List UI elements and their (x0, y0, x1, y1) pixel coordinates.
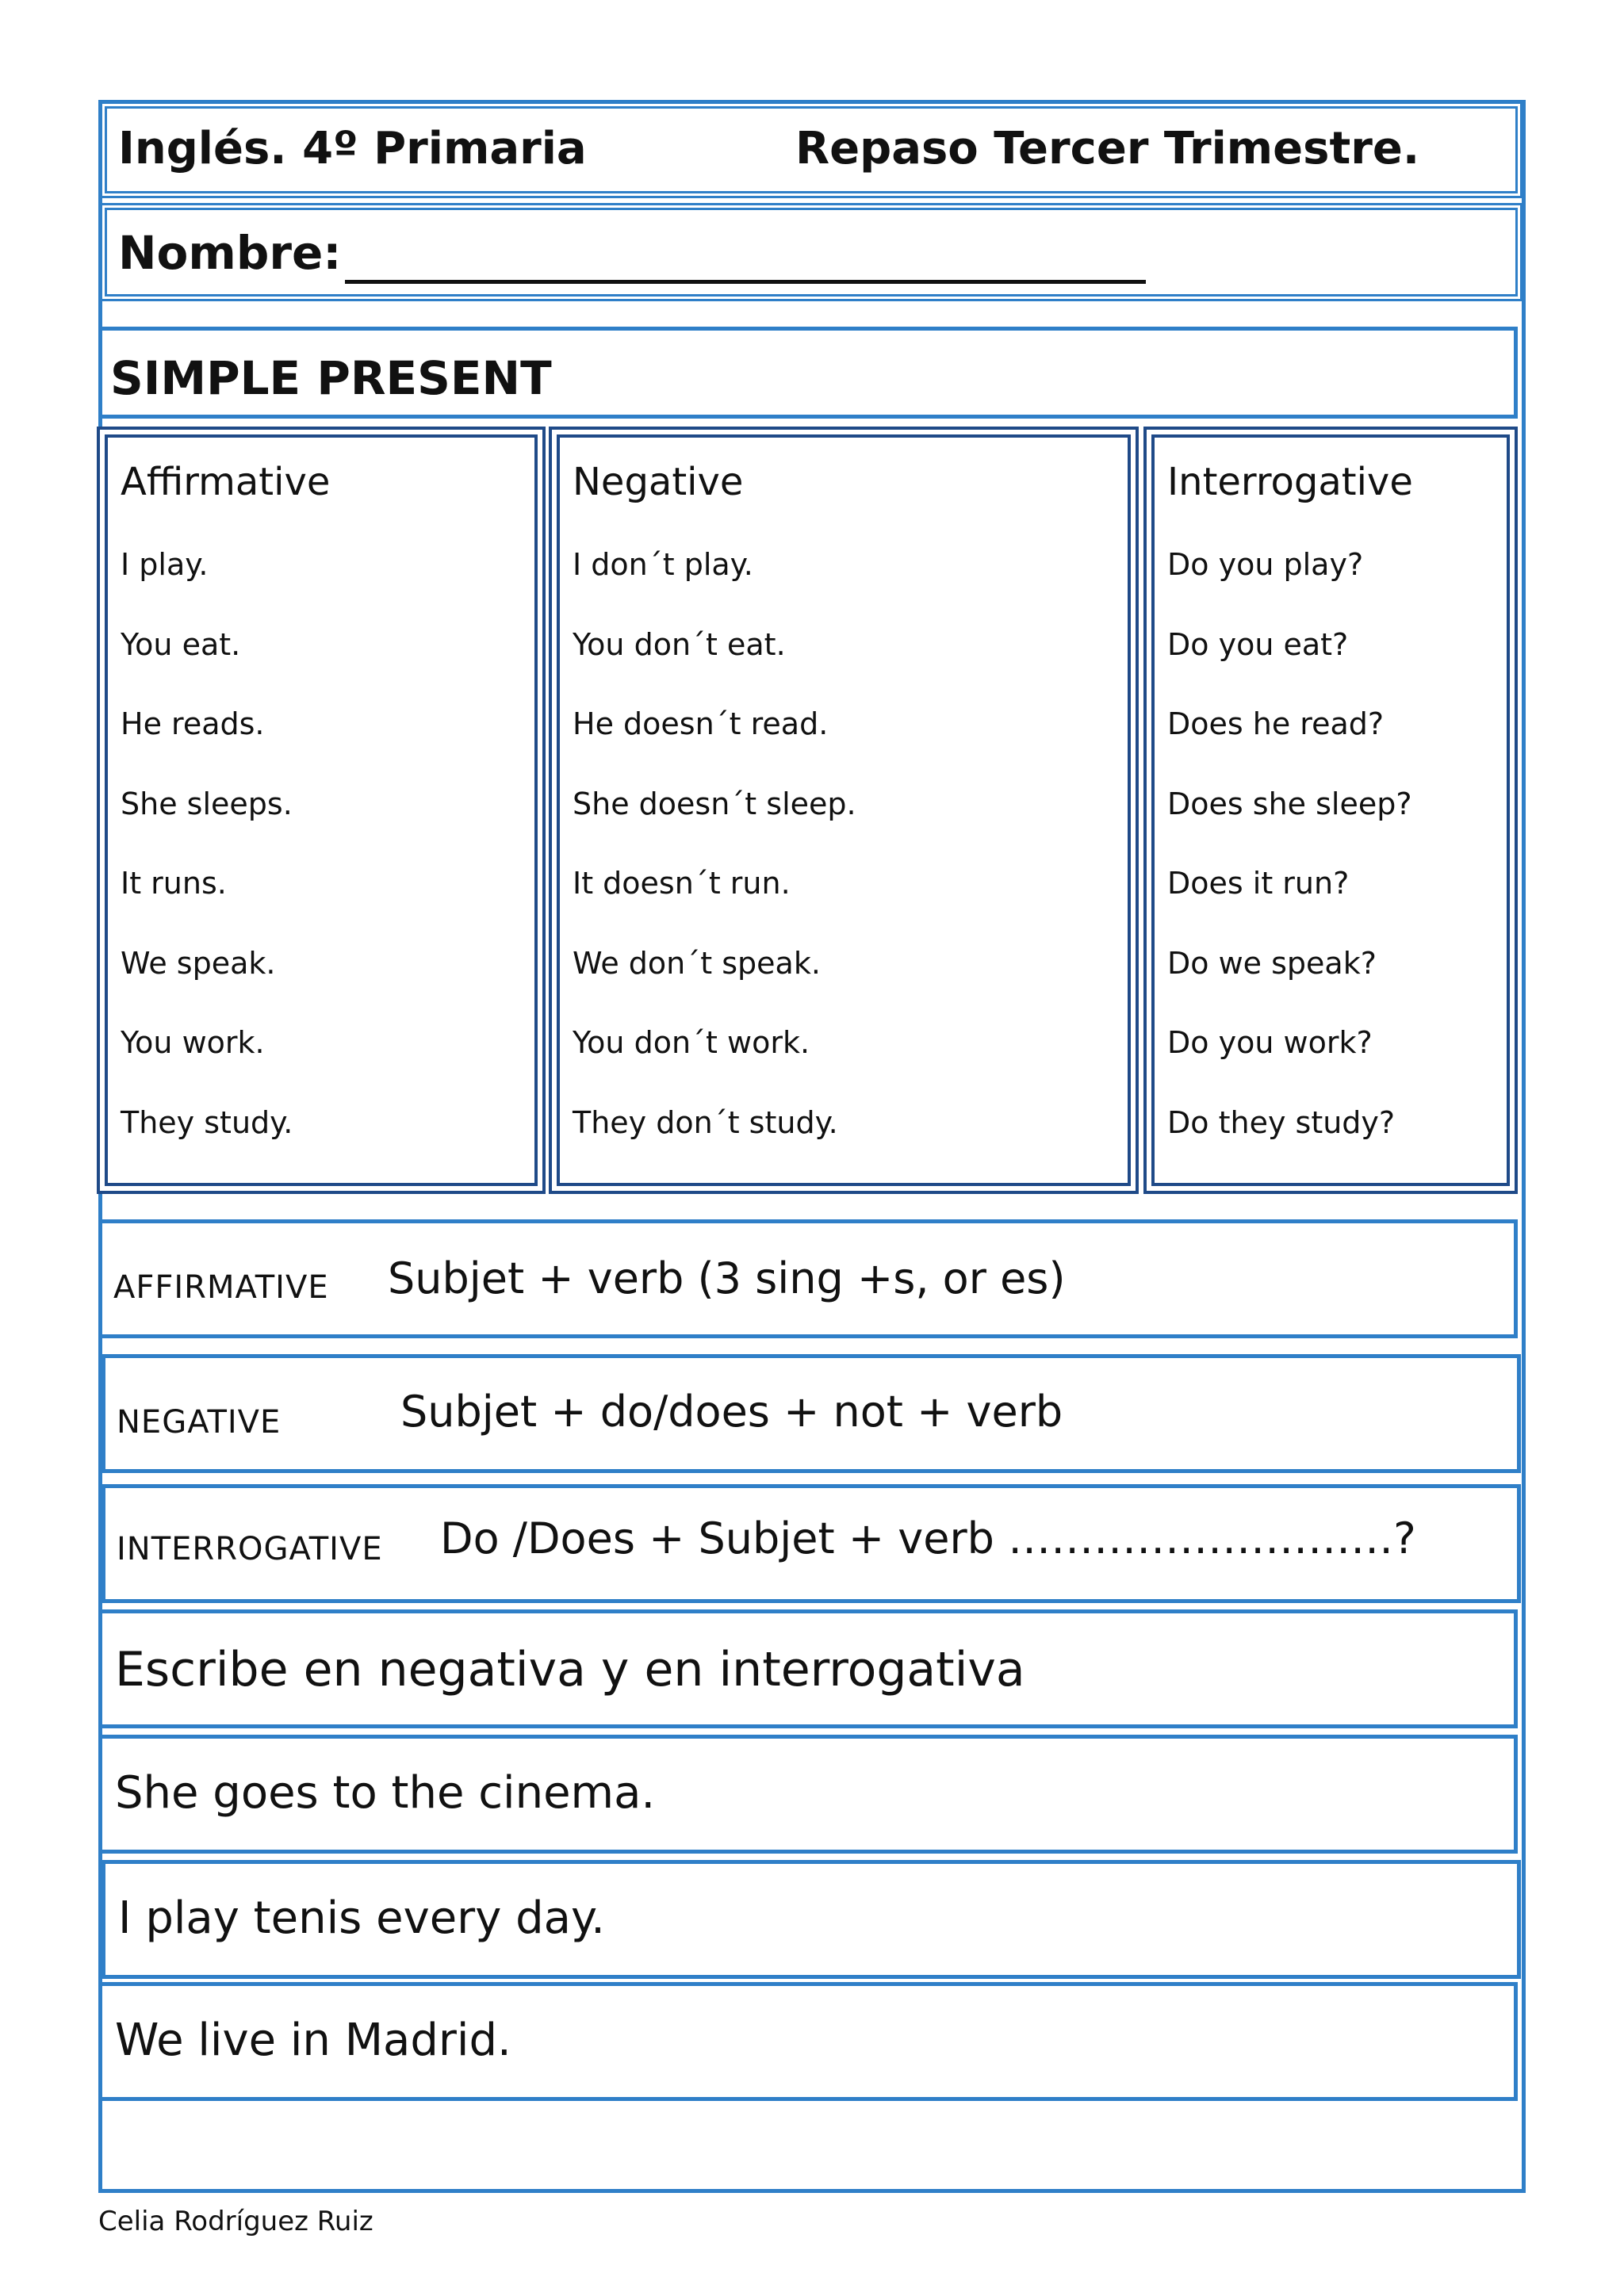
list-item: You work. (121, 1025, 265, 1060)
exercise-sentence-box[interactable] (98, 1735, 1518, 1854)
page-title: Repaso Tercer Trimestre. (795, 123, 1420, 174)
exercise-sentence-box[interactable] (98, 1982, 1518, 2101)
column-heading: Affirmative (121, 460, 331, 504)
name-blank-line[interactable] (345, 280, 1146, 284)
list-item: It runs. (121, 866, 227, 901)
list-item: Do we speak? (1167, 945, 1377, 981)
list-item: Do they study? (1167, 1104, 1396, 1140)
column-heading: Interrogative (1167, 460, 1413, 504)
author-credit: Celia Rodríguez Ruiz (98, 2206, 373, 2237)
section-title-box (98, 327, 1518, 419)
list-item: He doesn´t read. (573, 706, 829, 741)
section-title: SIMPLE PRESENT (110, 351, 552, 405)
list-item: It doesn´t run. (573, 866, 791, 901)
list-item: You don´t eat. (573, 626, 786, 662)
interrogative-column (1151, 434, 1510, 1186)
list-item: She doesn´t sleep. (573, 786, 856, 821)
list-item: Do you work? (1167, 1025, 1373, 1060)
list-item: I don´t play. (573, 547, 753, 582)
affirmative-rule-box (98, 1219, 1518, 1338)
affirmative-column (105, 434, 538, 1186)
list-item: Do you play? (1167, 547, 1364, 582)
rule-formula: Subjet + verb (3 sing +s, or es) (388, 1253, 1066, 1303)
exercise-sentence: I play tenis every day. (118, 1892, 605, 1944)
list-item: Do you eat? (1167, 626, 1349, 662)
column-heading: Negative (573, 460, 744, 504)
exercise-sentence: We live in Madrid. (115, 2015, 511, 2066)
list-item: Does he read? (1167, 706, 1385, 741)
exercise-sentence-box[interactable] (102, 1860, 1521, 1979)
header-box (105, 106, 1518, 193)
list-item: Does it run? (1167, 866, 1350, 901)
list-item: She sleeps. (121, 786, 293, 821)
exercise-instruction: Escribe en negativa y en interrogativa (115, 1642, 1025, 1697)
list-item: I play. (121, 547, 209, 582)
list-item: We speak. (121, 945, 276, 981)
list-item: He reads. (121, 706, 265, 741)
list-item: We don´t speak. (573, 945, 821, 981)
list-item: They study. (121, 1104, 293, 1140)
rule-formula: Subjet + do/does + not + verb (400, 1387, 1063, 1437)
name-box (105, 208, 1518, 297)
list-item: You eat. (121, 626, 241, 662)
exercise-instruction-box (98, 1609, 1518, 1728)
rule-formula: Do /Does + Subjet + verb ………………………? (440, 1513, 1416, 1563)
subject-title: Inglés. 4º Primaria (118, 123, 587, 174)
list-item: Does she sleep? (1167, 786, 1412, 821)
negative-rule-box (102, 1354, 1521, 1473)
rule-label: INTERROGATIVE (117, 1531, 383, 1567)
rule-label: AFFIRMATIVE (113, 1269, 329, 1306)
exercise-sentence: She goes to the cinema. (115, 1767, 656, 1819)
negative-column (557, 434, 1131, 1186)
name-label: Nombre: (118, 226, 342, 280)
list-item: You don´t work. (573, 1025, 810, 1060)
interrogative-rule-box (102, 1484, 1521, 1603)
list-item: They don´t study. (573, 1104, 838, 1140)
rule-label: NEGATIVE (117, 1404, 282, 1441)
